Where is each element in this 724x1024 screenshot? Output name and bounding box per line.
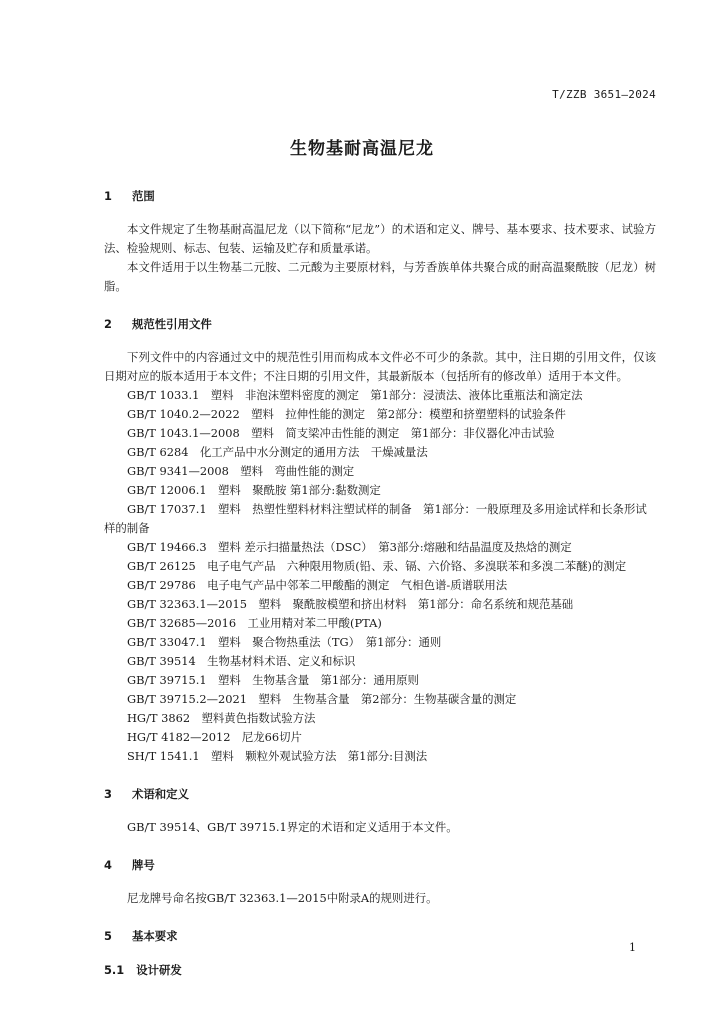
- section-number: 3: [104, 787, 112, 801]
- section-5-heading: [104, 926, 656, 946]
- page-number: 1: [629, 941, 636, 954]
- section-title: 术语和定义: [132, 787, 189, 801]
- reference-item: HG/T 3862 塑料黄色指数试验方法: [127, 711, 316, 725]
- reference-item: GB/T 1040.2—2022 塑料 拉伸性能的测定 第2部分：模塑和挤塑塑料的试验条件: [127, 407, 566, 421]
- reference-item: GB/T 32685—2016 工业用精对苯二甲酸(PTA): [127, 616, 382, 630]
- document-title: 生物基耐高温尼龙: [290, 139, 434, 159]
- reference-item: GB/T 12006.1 塑料 聚酰胺 第1部分:黏数测定: [127, 483, 381, 497]
- reference-item: GB/T 17037.1 塑料 热塑性塑料材料注塑试样的制备 第1部分：一般原理及多用途试样和长条形试样的制备: [104, 502, 647, 535]
- document-body: [104, 186, 656, 980]
- reference-item: GB/T 32363.1—2015 塑料 聚酰胺模塑和挤出材料 第1部分：命名系统和规范基础: [127, 597, 574, 611]
- section-title: 设计研发: [136, 963, 182, 977]
- reference-item: GB/T 1043.1—2008 塑料 简支梁冲击性能的测定 第1部分：非仪器化冲击试验: [127, 426, 555, 440]
- section-1-heading: [104, 186, 656, 206]
- paragraph: 尼龙牌号命名按GB/T 32363.1—2015中附录A的规则进行。: [127, 891, 438, 905]
- section-number: 5.1: [104, 963, 125, 977]
- section-number: 4: [104, 858, 112, 872]
- reference-item: GB/T 19466.3 塑料 差示扫描量热法（DSC） 第3部分:熔融和结晶温度及热焓的测定: [127, 540, 572, 554]
- section-title: 规范性引用文件: [132, 317, 212, 331]
- section-number: 5: [104, 929, 112, 943]
- paragraph: 本文件规定了生物基耐高温尼龙（以下简称“尼龙”）的术语和定义、牌号、基本要求、技术要求、试验方法、检验规则、标志、包装、运输及贮存和质量承诺。: [104, 222, 656, 255]
- reference-item: GB/T 39715.1 塑料 生物基含量 第1部分：通用原则: [127, 673, 419, 687]
- reference-item: GB/T 26125 电子电气产品 六种限用物质(铅、汞、镉、六价铬、多溴联苯和多溴二苯醚)的测定: [127, 559, 627, 573]
- section-title: 牌号: [132, 858, 155, 872]
- subsection-5-1-heading: [104, 960, 656, 980]
- paragraph: 下列文件中的内容通过文中的规范性引用而构成本文件必不可少的条款。其中，注日期的引用文件，仅该日期对应的版本适用于本文件；不注日期的引用文件，其最新版本（包括所有的修改单）适用于本文件。: [104, 350, 656, 383]
- reference-item: GB/T 9341—2008 塑料 弯曲性能的测定: [127, 464, 355, 478]
- standard-code: T/ZZB 3651—2024: [552, 88, 656, 101]
- reference-item: GB/T 29786 电子电气产品中邻苯二甲酸酯的测定 气相色谱-质谱联用法: [127, 578, 508, 592]
- paragraph: GB/T 39514、GB/T 39715.1界定的术语和定义适用于本文件。: [127, 820, 458, 834]
- section-title: 基本要求: [132, 929, 178, 943]
- reference-item: GB/T 39514 生物基材料术语、定义和标识: [127, 654, 356, 668]
- reference-item: HG/T 4182—2012 尼龙66切片: [127, 730, 302, 744]
- section-number: 2: [104, 317, 112, 331]
- paragraph: 本文件适用于以生物基二元胺、二元酸为主要原材料，与芳香族单体共聚合成的耐高温聚酰胺（尼龙）树脂。: [104, 260, 656, 293]
- reference-item: GB/T 33047.1 塑料 聚合物热重法（TG） 第1部分：通则: [127, 635, 442, 649]
- section-4-heading: [104, 855, 656, 875]
- reference-item: GB/T 39715.2—2021 塑料 生物基含量 第2部分：生物基碳含量的测定: [127, 692, 517, 706]
- section-2-heading: [104, 314, 656, 334]
- reference-item: GB/T 6284 化工产品中水分测定的通用方法 干燥减量法: [127, 445, 428, 459]
- reference-item: GB/T 1033.1 塑料 非泡沫塑料密度的测定 第1部分：浸渍法、液体比重瓶法和滴定法: [127, 388, 583, 402]
- reference-item: SH/T 1541.1 塑料 颗粒外观试验方法 第1部分:目测法: [127, 749, 428, 763]
- section-number: 1: [104, 189, 112, 203]
- section-3-heading: [104, 784, 656, 804]
- section-title: 范围: [132, 189, 155, 203]
- reference-list: [104, 386, 656, 766]
